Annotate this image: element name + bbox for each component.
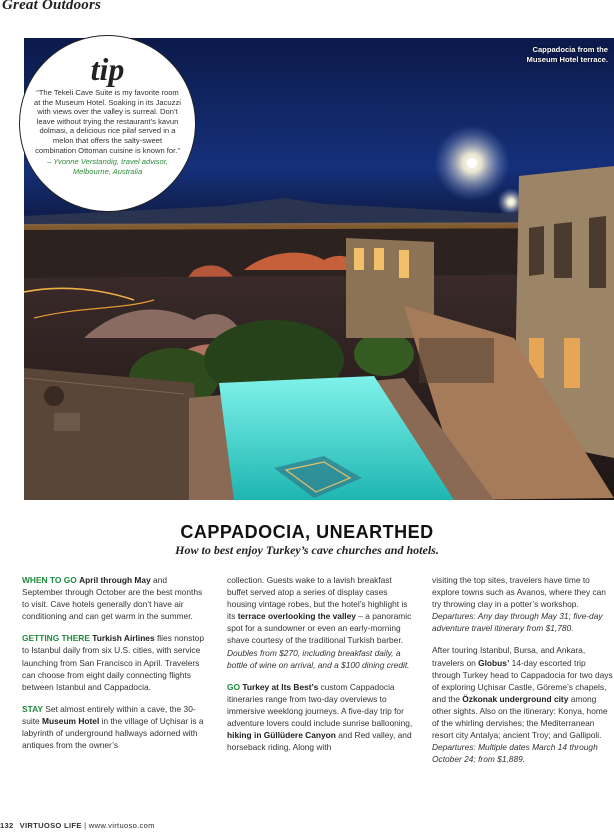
section-label: Great Outdoors — [2, 0, 102, 13]
paragraph-getting-there — [22, 632, 208, 692]
tip-quote: “The Tekeli Cave Suite is my favorite room at the Museum Hotel. Soaking in its Jacuzzi with views over the valley is surreal. Don’t leave without trying the restaurant’s kavun dolmasi, a delicious rice pilaf served in a melon that offers the salty-sweet combination Ottoman cuisine is known for.” — [34, 88, 181, 155]
italic-text: Doubles from $270, including breakfast daily, a bottle of wine on arrival, and a $100 dining credit. — [227, 647, 410, 670]
article-dek: How to best enjoy Turkey’s cave churches and hotels. — [175, 543, 439, 557]
footer-separator: | — [81, 821, 89, 830]
article-column-2 — [227, 574, 413, 763]
bold-text: Turkish Airlines — [92, 633, 155, 644]
photo-caption — [527, 45, 608, 65]
tip-title: tip — [90, 51, 125, 87]
body-text: collection. Guests wake to a lavish breakfast buffet served atop a series of display cases housing vintage robes, but the hotel’s highlight is its — [227, 575, 408, 622]
bold-text: Globus’ — [478, 657, 510, 668]
lead-getting-there: GETTING THERE — [22, 633, 90, 644]
italic-text: Departures: Any day through May 31; five-day adventure travel itinerary from $1,780. — [432, 611, 603, 634]
italic-text: Departures: Multiple dates March 14 through October 24; from $1,889. — [432, 742, 598, 765]
body-text: and Red valley, and horseback riding. Along with — [227, 730, 412, 753]
tip-callout — [19, 35, 196, 212]
paragraph-globus — [432, 644, 614, 765]
photo-caption-line: Museum Hotel terrace. — [526, 55, 608, 64]
body-text: visiting the top sites, travelers have time to explore towns such as Avanos, where they can try throwing clay in a potter’s workshop. — [432, 575, 606, 610]
body-text: 14-day escorted trip through Turkey head to Cappadocia for two days of exploring Uçhisar Castle, Göreme’s chapels, and the — [432, 657, 613, 704]
body-text: Set almost entirely within a cave, the 30-suite — [22, 703, 196, 726]
body-text: and September through October are the best months to visit. Cave hotels generally don’t have air conditioning and can get warm in the summer. — [22, 575, 203, 622]
article-column-1 — [22, 574, 208, 761]
article-headline: CAPPADOCIA, UNEARTHED — [180, 522, 434, 542]
body-text: in the village of Uçhisar is a labyrinth of underground hallways adorned with antiques from the owner’s — [22, 715, 204, 751]
body-text: custom Cappadocia itineraries range from two-day overviews to immersive weeklong journeys. A five-day trip for adventure lovers could include sunrise ballooning, — [227, 681, 413, 729]
lead-go: GO — [227, 681, 241, 692]
bold-text: Turkey at Its Best’s — [240, 681, 319, 692]
paragraph-stay — [22, 703, 208, 751]
lead-when-to-go: WHEN TO GO — [22, 575, 77, 585]
paragraph-stay-cont — [227, 574, 413, 671]
bold-text: Museum Hotel — [42, 715, 100, 726]
bold-text: terrace overlooking the valley — [237, 611, 356, 622]
lead-stay: STAY — [22, 703, 43, 714]
body-text: – a panoramic spot for a sundowner or even an early-morning shave courtesy of the traditional Turkish barber. — [227, 611, 412, 646]
tip-attribution: – Yvonne Verstandig, travel advisor, Melbourne, Australia — [47, 157, 168, 176]
brand-name: VIRTUOSO LIFE — [19, 821, 82, 830]
body-text: among other sights. Also on the itinerary: Konya, home of the whirling dervishes; the Mediterranean resort city Antalya; ancient Troy; and Gallipoli. — [432, 693, 608, 741]
article-column-3 — [432, 574, 614, 775]
page-footer — [0, 821, 155, 830]
body-text: flies nonstop to Istanbul daily from six U.S. cities, with service launching from San Francisco in April. Travelers can choose from eight daily connecting flights between Istanbul and Cappadocia. — [22, 633, 204, 692]
paragraph-when-to-go — [22, 574, 208, 622]
photo-caption-line: Cappadocia from the — [532, 45, 608, 54]
paragraph-go — [227, 681, 413, 754]
bold-text: hiking in Güllüdere Canyon — [227, 730, 336, 741]
bold-text: Özkonak underground city — [462, 693, 569, 704]
bold-text: April through May — [79, 575, 151, 585]
paragraph-go-cont — [432, 574, 614, 634]
footer-url: www.virtuoso.com — [88, 821, 155, 830]
body-text: After touring Istanbul, Bursa, and Ankara, travelers on — [432, 645, 586, 668]
page-number: 132 — [0, 821, 14, 830]
